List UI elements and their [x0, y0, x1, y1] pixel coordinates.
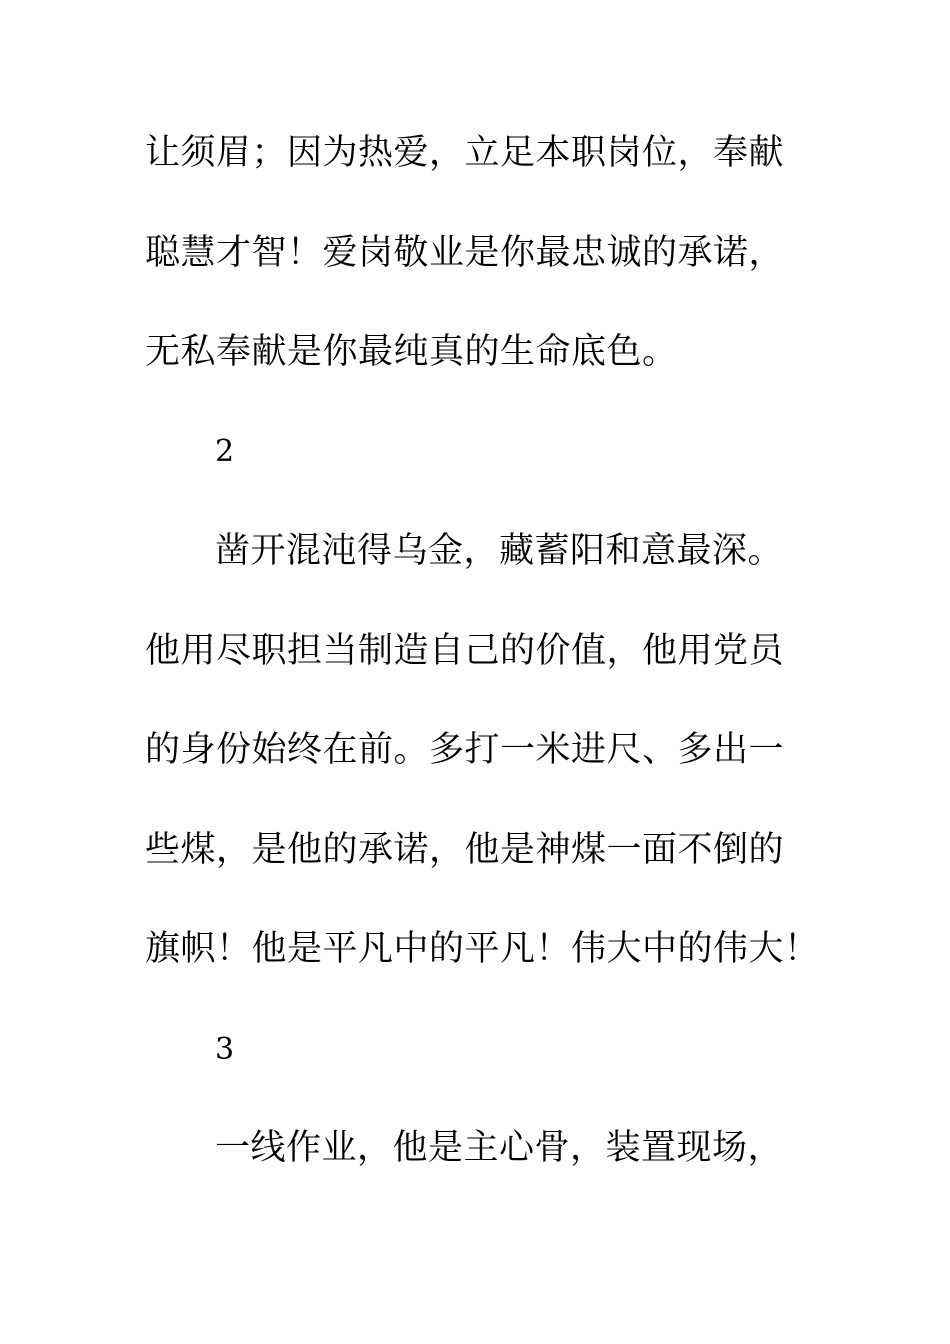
body-text-line: 旗帜！他是平凡中的平凡！伟大中的伟大！: [145, 929, 820, 969]
body-text-line: 聪慧才智！爱岗敬业是你最忠诚的承诺，: [145, 233, 785, 273]
section-number: 2: [215, 434, 235, 469]
body-text-line: 他用尽职担当制造自己的价值，他用党员: [145, 631, 785, 671]
section-number: 3: [215, 1032, 235, 1067]
body-text-line: 让须眉；因为热爱，立足本职岗位，奉献: [145, 133, 785, 173]
body-text-line: 些煤，是他的承诺，他是神煤一面不倒的: [145, 830, 785, 870]
body-text-line: 无私奉献是你最纯真的生命底色。: [145, 332, 678, 372]
body-text-line: 的身份始终在前。多打一米进尺、多出一: [145, 730, 785, 770]
paragraph-first-line: 一线作业，他是主心骨，装置现场，: [215, 1128, 784, 1168]
paragraph-first-line: 凿开混沌得乌金，藏蓄阳和意最深。: [215, 531, 784, 571]
